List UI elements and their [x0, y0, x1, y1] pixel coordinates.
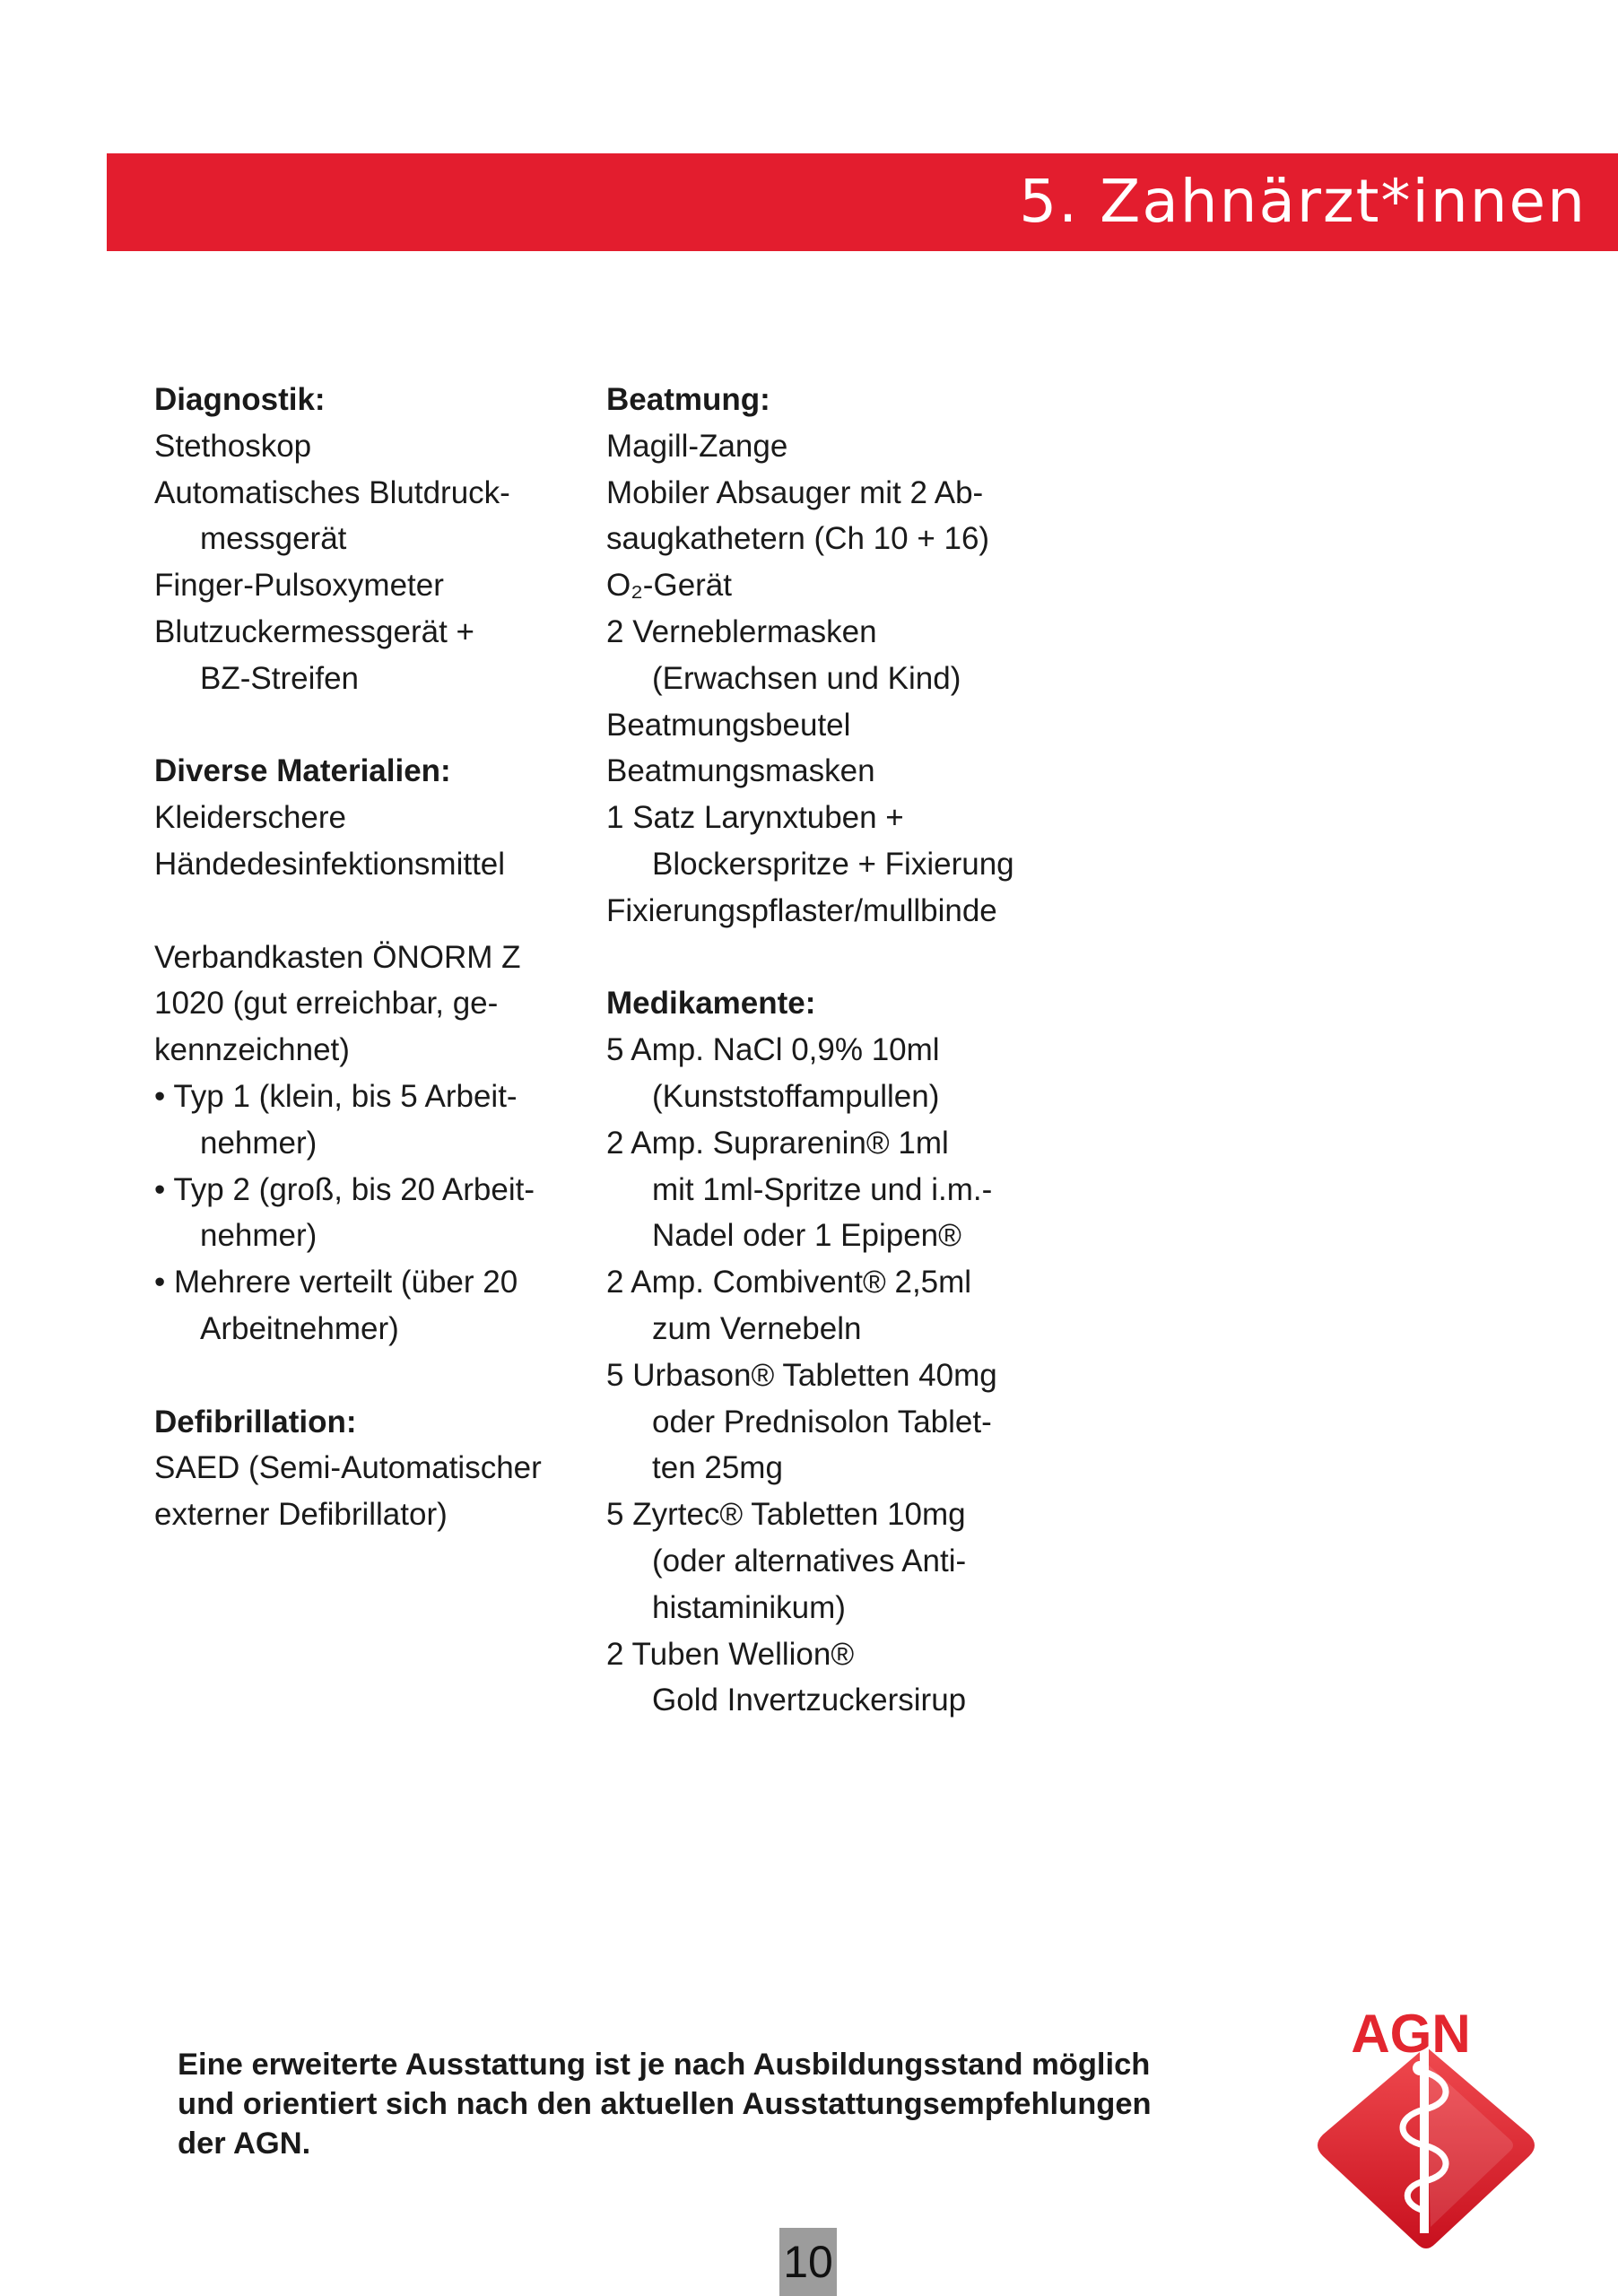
- list-item: Beatmungsmasken: [606, 753, 875, 789]
- list-item: zum Vernebeln: [652, 1310, 862, 1346]
- list-item: saugkathetern (Ch 10 + 16): [606, 521, 990, 557]
- spacer: [154, 888, 585, 935]
- list-item: SAED (Semi-Automatischer: [154, 1450, 542, 1486]
- list-item: ten 25mg: [652, 1450, 783, 1486]
- section-heading: Beatmung:: [606, 382, 770, 417]
- spacer: [154, 702, 585, 749]
- footer-note-line: und orientiert sich nach den aktuellen Ausstattungsempfehlungen: [178, 2087, 1152, 2121]
- list-item: 5 Urbason® Tabletten 40mg: [606, 1357, 997, 1393]
- page-number-box: [779, 2228, 837, 2296]
- section-heading: Medikamente:: [606, 986, 816, 1022]
- list-item: Stethoskop: [154, 428, 312, 464]
- list-item: messgerät: [200, 521, 347, 557]
- list-item: externer Defibrillator): [154, 1497, 448, 1533]
- list-item: 2 Verneblermasken: [606, 613, 877, 649]
- list-item: oder Prednisolon Tablet-: [652, 1404, 992, 1439]
- list-item: 5 Zyrtec® Tabletten 10mg: [606, 1497, 966, 1533]
- list-item: O₂-Gerät: [606, 568, 732, 604]
- list-item: kennzeichnet): [154, 1032, 350, 1068]
- list-item: Gold Invertzuckersirup: [652, 1683, 967, 1718]
- list-item: Magill-Zange: [606, 428, 788, 464]
- list-item: mit 1ml-Spritze und i.m.-: [652, 1171, 993, 1207]
- list-item: nehmer): [200, 1218, 318, 1254]
- page-number: 10: [783, 2237, 833, 2287]
- right-column: [606, 377, 1073, 1724]
- list-item: Fixierungspflaster/mullbinde: [606, 892, 997, 928]
- list-item: Verbandkasten ÖNORM Z: [154, 939, 521, 975]
- list-item: 2 Amp. Combivent® 2,5ml: [606, 1265, 972, 1300]
- list-item: 1020 (gut erreichbar, ge-: [154, 986, 499, 1022]
- list-item: Mobiler Absauger mit 2 Ab-: [606, 474, 984, 510]
- spacer: [154, 1352, 585, 1399]
- list-item: 2 Tuben Wellion®: [606, 1636, 855, 1672]
- list-item: (Erwachsen und Kind): [652, 660, 961, 696]
- section-heading: Defibrillation:: [154, 1404, 357, 1439]
- list-item: 5 Amp. NaCl 0,9% 10ml: [606, 1032, 940, 1068]
- list-item: nehmer): [200, 1125, 318, 1161]
- logo-text: AGN: [1351, 2009, 1471, 2064]
- spacer: [606, 935, 1073, 981]
- footer-note: [178, 2045, 1299, 2163]
- section-heading: Diverse Materialien:: [154, 753, 451, 789]
- section-banner: [107, 153, 1618, 251]
- list-item: Blockerspritze + Fixierung: [652, 846, 1014, 882]
- list-item: (oder alternatives Anti-: [652, 1543, 967, 1578]
- left-column: [154, 377, 585, 1538]
- list-item: 2 Amp. Suprarenin® 1ml: [606, 1125, 949, 1161]
- list-item: 1 Satz Larynxtuben +: [606, 800, 904, 836]
- list-item: • Typ 1 (klein, bis 5 Arbeit-: [154, 1078, 518, 1114]
- footer-note-line: Eine erweiterte Ausstattung ist je nach Ausbildungsstand möglich: [178, 2048, 1151, 2082]
- list-item: Nadel oder 1 Epipen®: [652, 1218, 961, 1254]
- list-item: Kleiderschere: [154, 800, 346, 836]
- list-item: Arbeitnehmer): [200, 1310, 399, 1346]
- list-item: • Mehrere verteilt (über 20: [154, 1265, 518, 1300]
- list-item: • Typ 2 (groß, bis 20 Arbeit-: [154, 1171, 535, 1207]
- list-item: Automatisches Blutdruck-: [154, 474, 510, 510]
- section-heading: Diagnostik:: [154, 382, 326, 417]
- footer-note-line: der AGN.: [178, 2126, 311, 2161]
- list-item: BZ-Streifen: [200, 660, 359, 696]
- list-item: Finger-Pulsoxymeter: [154, 568, 444, 604]
- list-item: Händedesinfektionsmittel: [154, 846, 506, 882]
- list-item: histaminikum): [652, 1589, 846, 1625]
- list-item: (Kunststoffampullen): [652, 1078, 940, 1114]
- list-item: Blutzuckermessgerät +: [154, 613, 474, 649]
- agn-logo: [1305, 2009, 1547, 2260]
- list-item: Beatmungsbeutel: [606, 707, 851, 743]
- section-title: 5. Zahnärzt*innen: [1019, 167, 1587, 236]
